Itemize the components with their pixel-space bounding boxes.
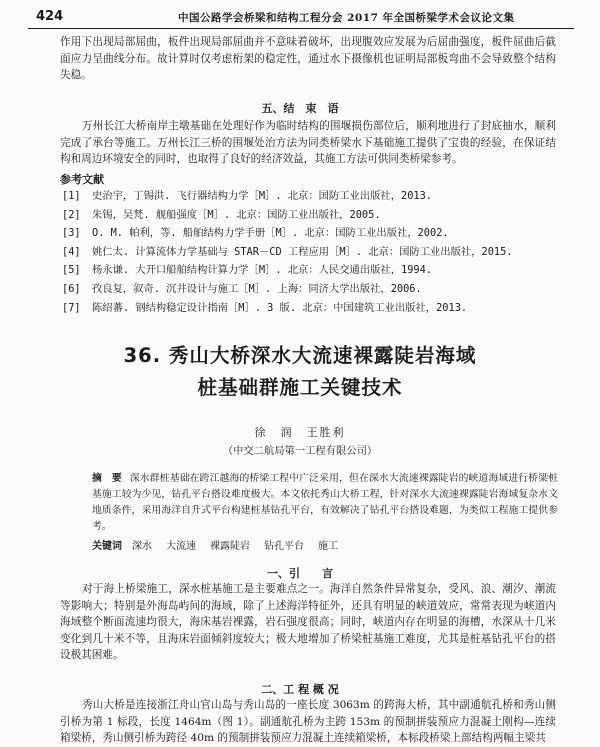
- keywords-label: 关键词: [92, 541, 122, 552]
- reference-index: [6]: [62, 282, 81, 295]
- reference-item: [62, 261, 562, 280]
- top-paragraph: 作用下出现局部屈曲，板件出现局部屈曲并不意味着破坏，出现腹效应发展为后屈曲强度，板件屈曲后截面应力呈曲线分布。故计算时仅考虑桁架的稳定性，通过水下摄像机也证明局部板弯曲不会导致整个结构失稳。: [60, 36, 556, 81]
- article-title-line1: 36. 秀山大桥深水大流速裸露陡岩海域: [123, 344, 477, 367]
- reference-index: [2]: [62, 208, 81, 221]
- reference-text: 杨永谦. 大开口船舶结构计算力学［M］. 北京：人民交通出版社，1994.: [92, 264, 433, 277]
- page-number: 424: [36, 9, 64, 24]
- abstract-label: 摘 要: [92, 473, 122, 484]
- reference-index: [3]: [62, 227, 81, 240]
- affiliation: （中交二航局第一工程有限公司）: [222, 445, 378, 457]
- reference-item: [62, 224, 562, 243]
- reference-text: 陈绍蕃. 钢结构稳定设计指南［M］. 3 版. 北京：中国建筑工业出版社，2013.: [92, 301, 468, 314]
- keywords: [92, 537, 352, 552]
- keyword: 大流速: [166, 541, 196, 552]
- reference-text: 孜良复，叙奇. 沉井设计与施工［M］. 上海：同济大学出版社，2006.: [92, 282, 422, 295]
- article-title-line2: 桩基础群施工关键技术: [197, 376, 403, 399]
- reference-index: [1]: [62, 190, 81, 202]
- reference-text: 史治宇，丁锡洪. 飞行器结构力学［M］. 北京：国防工业出版社，2013.: [92, 190, 433, 202]
- keyword: 裸露陡岩: [210, 541, 250, 552]
- reference-item: [62, 299, 562, 318]
- keyword: 施工: [318, 541, 338, 552]
- reference-index: [7]: [62, 301, 81, 314]
- conclusion-heading: 五、结 束 语: [261, 102, 339, 115]
- references-title: 参考文献: [60, 173, 104, 186]
- reference-item: [62, 280, 562, 299]
- reference-index: [5]: [62, 264, 81, 277]
- reference-item: [62, 206, 562, 225]
- running-title: 中国公路学会桥梁和结构工程分会 2017 年全国桥梁学术会议论文集: [178, 12, 515, 24]
- reference-index: [4]: [62, 245, 81, 258]
- intro-text: 对于海上桥梁施工，深水桩基施工是主要难点之一。海洋自然条件异常复杂，受风、浪、潮汐、潮流等影响大；特别是外海岛屿间的海域，除了上述海洋特征外，还具有明显的峡道效应，常常表现为峡道内海域整个断面流速均很大，海床基岩裸露，岩石强度很高；同时，峡道内存在明显的海槽，水深从十几米变化到几十米不等，且海床岩面倾斜度较大；极大地增加了桥梁桩基施工难度，尤其是桩基钻孔平台的搭设极其困难。: [60, 583, 556, 661]
- overview-heading: 二、工 程 概 况: [261, 683, 339, 696]
- reference-item: [62, 243, 562, 262]
- abstract-text: 深水群桩基础在跨江越海的桥梁工程中广泛采用，但在深水大流速裸露陡岩的峡道海域进行桥梁桩基施工较为少见，钻孔平台搭设难度极大。本文依托秀山大桥工程，针对深水大流速裸露陡岩海域复杂水文地质条件，采用海洋自升式平台构建桩基钻孔平台，有效解决了钻孔平台搭设难题，为类似工程施工提供参考。: [92, 473, 559, 532]
- running-header: [28, 6, 574, 29]
- keyword: 钻孔平台: [264, 541, 304, 552]
- conclusion-text: 万州长江大桥南岸主墩基础在处理好作为临时结构的围堰损伤部位后，顺利地进行了封底抽水，顺利完成了承台等施工。万州长江三桥的围堰处治方法为同类桥梁水下基础施工提供了宝贵的经验，在保证结构和周边环境安全的同时，也取得了良好的经济效益，其施工方法可供同类桥梁参考。: [60, 120, 556, 165]
- reference-text: 朱锡，吴梵. 舰船强度［M］. 北京：国防工业出版社，2005.: [92, 208, 381, 221]
- intro-heading: 一、引 言: [267, 567, 333, 580]
- authors: 徐 润 王胜利: [254, 426, 346, 439]
- reference-item: [62, 187, 562, 206]
- overview-text: 秀山大桥是连接浙江舟山官山岛与秀山岛的一座长度 3063m 的跨海大桥，其中副通航孔桥和秀山侧引桥为第 1 标段，长度 1464m（图 1）。副通航孔桥为主跨 153m 的预制拼装预应力混凝土刚构—连续箱梁桥，秀山侧引桥为跨径 40m 的预制拼装预应力混凝土连续箱梁桥，本标段桥梁上部结构两幅主梁共: [60, 699, 556, 744]
- references-list: [62, 187, 562, 317]
- reference-text: 姚仁太. 计算流体力学基础与 STAR－CD 工程应用［M］. 北京：国防工业出版社，2015.: [92, 245, 513, 258]
- keyword: 深水: [132, 541, 152, 552]
- keyword-list: [132, 541, 352, 552]
- reference-text: O. M. 帕利，等. 船舶结构力学手册［M］. 北京：国防工业出版社，2002.: [92, 227, 449, 240]
- abstract: [92, 471, 558, 535]
